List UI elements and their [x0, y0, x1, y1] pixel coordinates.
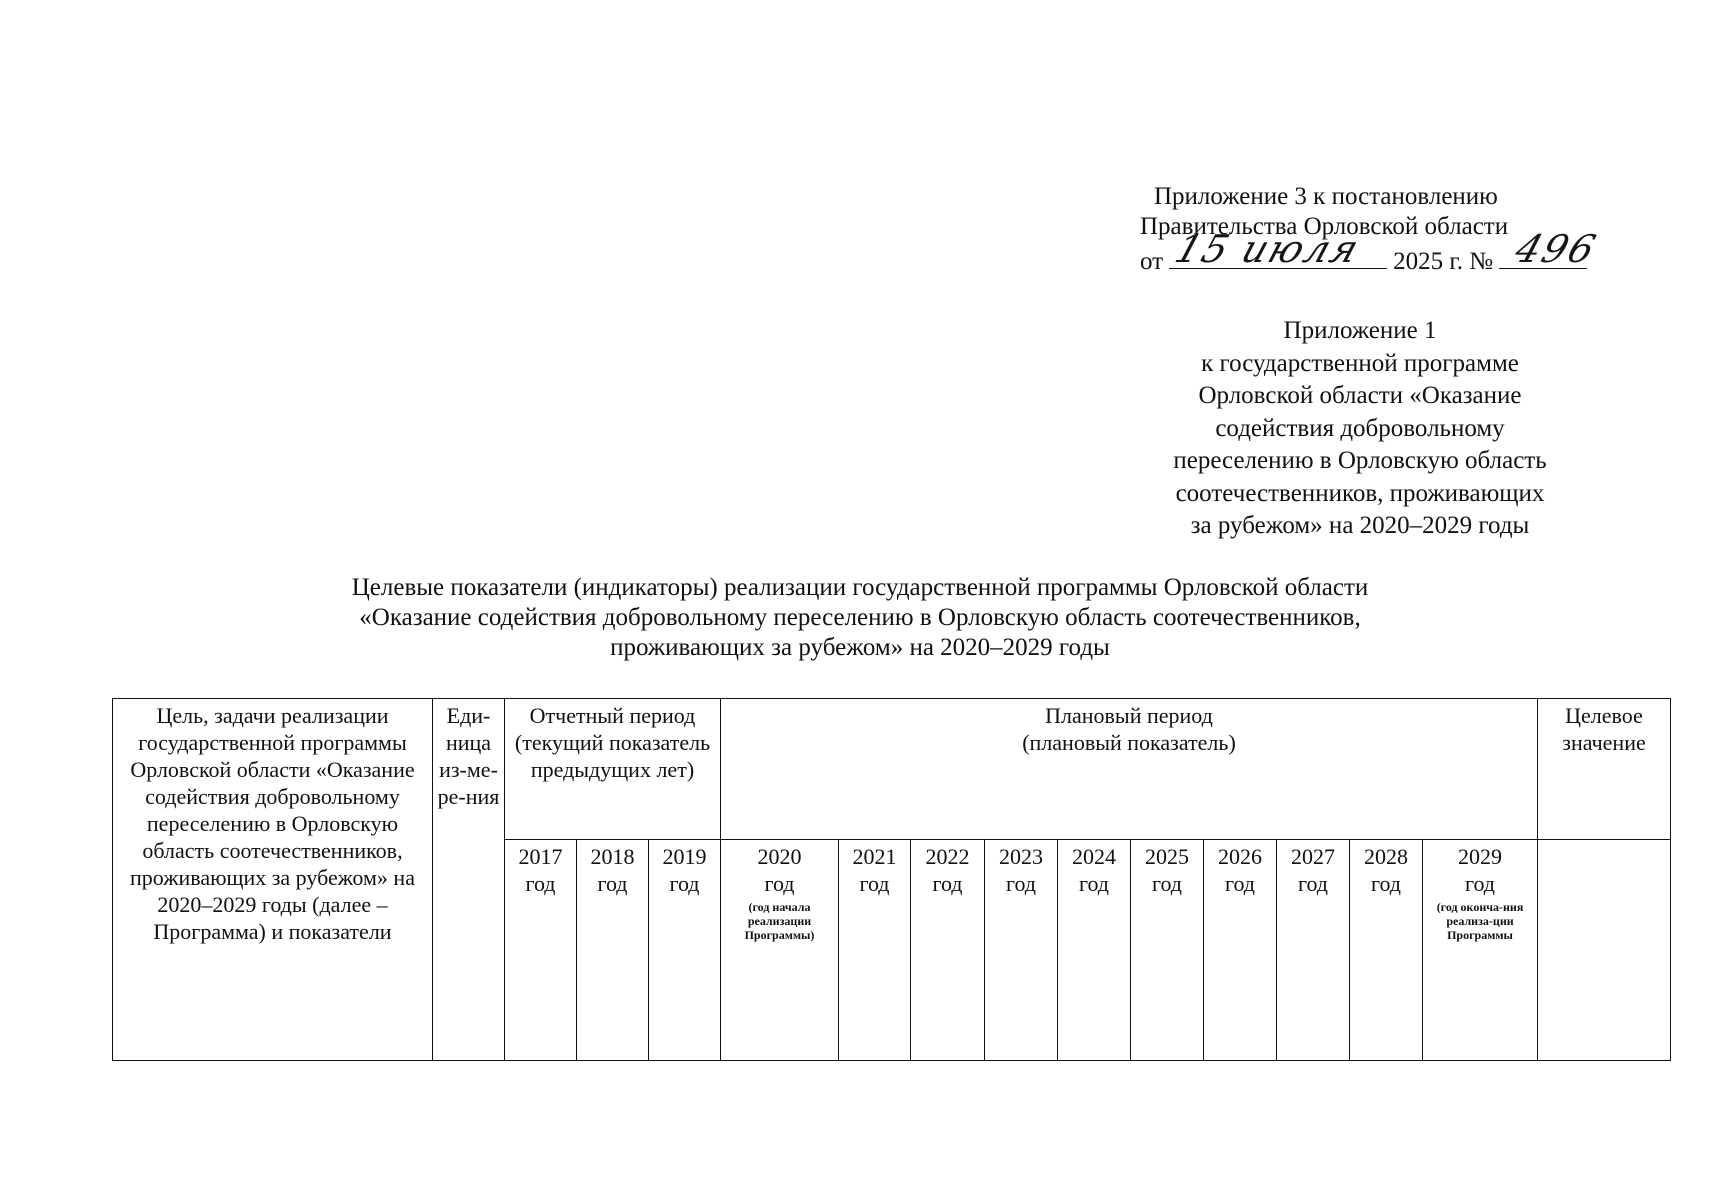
year-unit: год: [1078, 871, 1110, 896]
year-label: 2019: [662, 844, 707, 869]
year-unit: год: [1464, 871, 1496, 896]
target-value-cell: [1538, 840, 1671, 1061]
year-label: 2021: [852, 844, 897, 869]
year-cell-2022: [911, 840, 985, 1061]
year-unit: год: [764, 871, 795, 896]
indicators-table: [112, 698, 1671, 1061]
year-unit: год: [932, 871, 963, 896]
appendix-line: Орловской области «Оказание: [1198, 382, 1522, 409]
year-label: 2017: [518, 844, 563, 869]
planned-header-line-2: (плановый показатель): [1022, 730, 1236, 755]
year-label: 2022: [925, 844, 970, 869]
appendix-block: [1120, 315, 1600, 543]
planned-header-line-1: Плановый период: [1045, 703, 1213, 728]
title-line: Целевые показатели (индикаторы) реализации государственной программы Орловской области: [351, 574, 1369, 601]
year-label: 2020: [757, 844, 802, 869]
approval-line-2: Правительства Орловской области: [1140, 213, 1509, 240]
year-note: (год начала реализации Программы): [744, 900, 815, 942]
year-unit: год: [1370, 871, 1402, 896]
year-cell-2023: [985, 840, 1058, 1061]
title-line: проживающих за рубежом» на 2020–2029 годы: [610, 634, 1110, 661]
year-cell-2027: [1277, 840, 1350, 1061]
year-cell-2024: [1058, 840, 1131, 1061]
document-title: [150, 573, 1570, 663]
year-unit: год: [669, 871, 700, 896]
title-line: «Оказание содействия добровольному переселению в Орловскую область соотечественников,: [359, 604, 1361, 631]
year-label: 2028: [1364, 844, 1408, 869]
year-unit: год: [1005, 871, 1037, 896]
approval-prefix: от: [1140, 248, 1164, 275]
approval-date-line: [1140, 227, 1640, 277]
year-cell-2029: [1423, 840, 1538, 1061]
year-cell-2018: [577, 840, 649, 1061]
approval-line-1: Приложение 3 к постановлению: [1154, 183, 1498, 210]
year-label: 2029: [1458, 844, 1502, 869]
year-unit: год: [859, 871, 890, 896]
year-cell-2020: [721, 840, 839, 1061]
year-cell-2026: [1204, 840, 1277, 1061]
year-label: 2018: [590, 844, 635, 869]
year-label: 2024: [1072, 844, 1116, 869]
planned-period-header: [721, 699, 1538, 840]
handwritten-date: 15 июля: [1169, 227, 1366, 271]
target-value-header: Целевое значение: [1538, 699, 1671, 840]
year-cell-2021: [839, 840, 911, 1061]
year-label: 2027: [1291, 844, 1335, 869]
date-signature-line: [1169, 227, 1387, 271]
year-label: 2025: [1145, 844, 1189, 869]
year-label: 2026: [1218, 844, 1262, 869]
unit-header-cell: Еди-ница из-ме-ре-ния: [433, 699, 505, 1061]
year-cell-2028: [1350, 840, 1423, 1061]
approval-block: [1140, 182, 1640, 277]
year-cell-2025: [1131, 840, 1204, 1061]
number-signature-line: [1499, 227, 1603, 271]
appendix-line: соотечественников, проживающих: [1175, 479, 1545, 507]
reporting-period-header: Отчетный период (текущий показатель предыдущих лет): [505, 699, 721, 840]
year-unit: год: [525, 871, 556, 896]
year-unit: год: [1297, 871, 1329, 896]
appendix-line: содействия добровольному: [1215, 414, 1505, 442]
year-unit: год: [1151, 871, 1183, 896]
appendix-line: Приложение 1: [1283, 317, 1437, 344]
year-label: 2023: [999, 844, 1043, 869]
goal-header-cell: Цель, задачи реализации государственной программы Орловской области «Оказание содействия добровольному переселению в Орловскую область соотечественников, проживающих за рубежом» на 2020–2029 годы (далее – Программа) и показатели: [113, 699, 433, 1061]
approval-year-text: 2025 г. №: [1393, 248, 1494, 275]
year-cell-2017: [505, 840, 577, 1061]
handwritten-number: 496: [1510, 227, 1603, 271]
year-unit: год: [1224, 871, 1256, 896]
appendix-line: переселению в Орловскую область: [1173, 447, 1547, 474]
year-unit: год: [597, 871, 628, 896]
appendix-line: к государственной программе: [1201, 349, 1519, 377]
appendix-line: за рубежом» на 2020–2029 годы: [1190, 512, 1530, 539]
year-cell-2019: [649, 840, 721, 1061]
year-note: (год оконча-ния реализа-ции Программы: [1436, 900, 1524, 942]
